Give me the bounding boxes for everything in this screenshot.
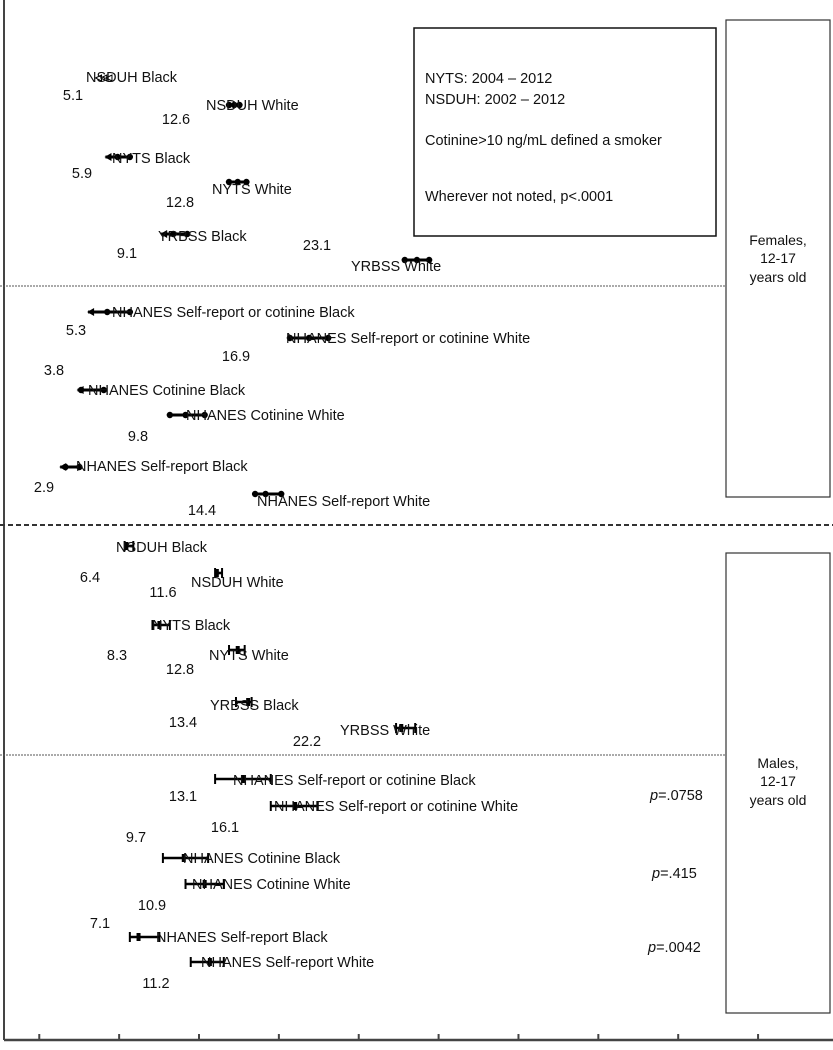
male-label-10: NHANES Self-report Black bbox=[156, 930, 328, 946]
female-value-10: 2.9 bbox=[33, 480, 55, 496]
male-value-5: 22.2 bbox=[292, 734, 322, 750]
male-label-1: NSDUH White bbox=[191, 575, 284, 591]
male-label-5: YRBSS White bbox=[340, 723, 431, 739]
male-row-10 bbox=[90, 916, 328, 946]
note-line-3: Cotinine>10 ng/mL defined a smoker bbox=[425, 133, 662, 149]
male-value-11: 11.2 bbox=[142, 976, 170, 992]
female-label-6: NHANES Self-report or cotinine Black bbox=[112, 305, 355, 321]
female-value-5: 23.1 bbox=[302, 238, 332, 254]
female-row-1 bbox=[162, 98, 299, 128]
male-row-4 bbox=[169, 697, 300, 731]
p-value-1: p=.0758 bbox=[650, 788, 703, 804]
male-label-4: YRBSS Black bbox=[210, 698, 299, 714]
male-row-9 bbox=[138, 877, 351, 914]
p-value-2: p=.415 bbox=[652, 866, 697, 882]
male-value-10: 7.1 bbox=[89, 916, 111, 932]
female-label-1: NSDUH White bbox=[206, 98, 299, 114]
females-group-label-3: years old bbox=[749, 269, 807, 285]
female-row-7 bbox=[222, 331, 530, 365]
female-value-0: 5.1 bbox=[62, 88, 84, 104]
male-row-11 bbox=[142, 955, 374, 992]
female-value-11: 14.4 bbox=[187, 503, 217, 519]
females-group-label-2: 12-17 bbox=[760, 250, 796, 266]
males-group-label-1: Males, bbox=[757, 755, 799, 771]
female-label-2: NYTS Black bbox=[112, 151, 191, 167]
female-row-9 bbox=[128, 408, 345, 445]
female-value-7: 16.9 bbox=[221, 349, 251, 365]
note-line-1: NYTS: 2004 – 2012 bbox=[425, 71, 553, 87]
females-group-label-1: Females, bbox=[749, 232, 807, 248]
male-row-1 bbox=[149, 568, 283, 601]
female-label-4: YRBSS Black bbox=[158, 229, 247, 245]
male-value-2: 8.3 bbox=[106, 648, 128, 664]
p-value-3: p=.0042 bbox=[648, 940, 701, 956]
male-label-6: NHANES Self-report or cotinine Black bbox=[233, 773, 476, 789]
female-arrow-2 bbox=[104, 153, 111, 161]
male-value-8: 9.7 bbox=[125, 830, 147, 846]
female-label-0: NSDUH Black bbox=[86, 70, 178, 86]
female-value-2: 5.9 bbox=[71, 166, 93, 182]
male-value-4: 13.4 bbox=[168, 715, 198, 731]
male-value-9: 10.9 bbox=[137, 898, 167, 914]
female-point-10 bbox=[62, 464, 68, 470]
male-row-7 bbox=[211, 799, 518, 836]
male-row-3 bbox=[166, 645, 289, 678]
male-label-0: NSDUH Black bbox=[116, 540, 208, 556]
males-group-label-3: years old bbox=[749, 792, 807, 808]
female-row-3 bbox=[166, 179, 292, 211]
male-label-7: NHANES Self-report or cotinine White bbox=[274, 799, 519, 815]
male-row-0 bbox=[80, 540, 208, 586]
female-row-10 bbox=[34, 459, 248, 496]
males-group-label-2: 12-17 bbox=[760, 773, 796, 789]
male-label-11: NHANES Self-report White bbox=[201, 955, 375, 971]
female-value-9: 9.8 bbox=[127, 429, 149, 445]
female-point-6 bbox=[104, 309, 110, 315]
male-label-3: NYTS White bbox=[209, 648, 289, 664]
female-value-3: 12.8 bbox=[165, 195, 195, 211]
female-value-6: 5.3 bbox=[65, 323, 87, 339]
male-value-6: 13.1 bbox=[168, 789, 198, 805]
female-row-4 bbox=[117, 229, 247, 262]
male-point-10 bbox=[137, 933, 141, 941]
female-point-8 bbox=[78, 387, 84, 393]
female-label-11: NHANES Self-report White bbox=[257, 494, 431, 510]
female-arrow-6 bbox=[87, 308, 94, 316]
male-value-7: 16.1 bbox=[210, 820, 240, 836]
female-value-8: 3.8 bbox=[43, 363, 65, 379]
male-value-1: 11.6 bbox=[149, 585, 177, 601]
female-label-8: NHANES Cotinine Black bbox=[88, 383, 246, 399]
female-label-9: NHANES Cotinine White bbox=[186, 408, 345, 424]
female-value-1: 12.6 bbox=[161, 112, 191, 128]
female-row-2 bbox=[72, 151, 191, 182]
female-row-11 bbox=[188, 491, 430, 519]
note-line-4: Wherever not noted, p<.0001 bbox=[425, 189, 614, 205]
female-label-10: NHANES Self-report Black bbox=[76, 459, 248, 475]
female-label-5: YRBSS White bbox=[351, 259, 442, 275]
female-label-3: NYTS White bbox=[212, 182, 292, 198]
male-value-0: 6.4 bbox=[79, 570, 101, 586]
male-label-9: NHANES Cotinine White bbox=[192, 877, 351, 893]
note-line-2: NSDUH: 2002 – 2012 bbox=[425, 92, 566, 108]
female-row-5 bbox=[303, 238, 441, 275]
male-label-8: NHANES Cotinine Black bbox=[183, 851, 341, 867]
female-label-7: NHANES Self-report or cotinine White bbox=[286, 331, 531, 347]
male-label-2: NYTS Black bbox=[152, 618, 231, 634]
male-row-5 bbox=[293, 723, 430, 750]
male-value-3: 12.8 bbox=[165, 662, 195, 678]
female-value-4: 9.1 bbox=[116, 246, 138, 262]
female-end-low-9 bbox=[167, 412, 173, 418]
female-row-8 bbox=[44, 363, 246, 399]
female-row-0 bbox=[63, 70, 178, 104]
